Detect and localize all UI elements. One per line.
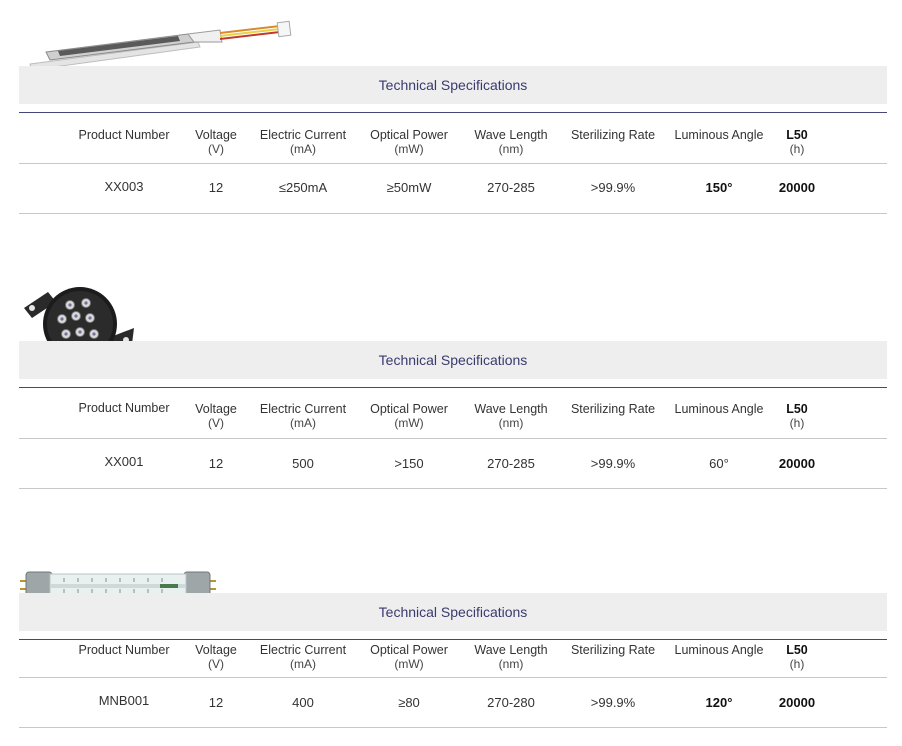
cell-product-number: XX001 (104, 454, 144, 469)
cell-electric-current: 400 (292, 695, 314, 710)
header-optical-power (362, 643, 456, 671)
header-l50-unit: (h) (789, 657, 805, 671)
header-product-number: Product Number (78, 401, 170, 415)
header-product-number: Product Number (78, 128, 170, 142)
header-luminous-angle: Luminous Angle (674, 643, 764, 657)
cell-luminous-angle: 120° (705, 695, 733, 710)
header-current-label: Electric Current (259, 643, 347, 657)
table-header-rule (19, 677, 887, 678)
header-luminous-angle: Luminous Angle (674, 402, 764, 416)
header-wave-unit: (nm) (498, 657, 524, 671)
header-voltage-label: Voltage (195, 128, 237, 142)
header-current-unit: (mA) (290, 657, 316, 671)
cell-l50: 20000 (778, 695, 816, 710)
header-product-number: Product Number (78, 643, 170, 657)
header-voltage-unit: (V) (208, 416, 224, 430)
header-sterilizing-rate: Sterilizing Rate (570, 128, 656, 142)
header-sterilizing-rate: Sterilizing Rate (570, 402, 656, 416)
header-wave-length (466, 643, 556, 671)
header-wave-label: Wave Length (474, 128, 548, 142)
cell-l50: 20000 (778, 456, 816, 471)
cell-product-number: XX003 (104, 179, 144, 194)
spec-title: Technical Specifications (378, 604, 528, 620)
header-wave-label: Wave Length (474, 402, 548, 416)
header-current-label: Electric Current (259, 402, 347, 416)
header-wave-unit: (nm) (498, 142, 524, 156)
cell-sterilizing-rate: >99.9% (590, 695, 636, 710)
cell-product-number: MNB001 (98, 693, 150, 708)
header-voltage-unit: (V) (208, 657, 224, 671)
header-wave-label: Wave Length (474, 643, 548, 657)
header-l50-unit: (h) (789, 142, 805, 156)
header-voltage (186, 643, 246, 671)
header-l50-label: L50 (786, 128, 808, 142)
spec-title: Technical Specifications (378, 352, 528, 368)
header-voltage-label: Voltage (195, 402, 237, 416)
header-luminous-angle: Luminous Angle (674, 128, 764, 142)
cell-optical-power: >150 (394, 456, 424, 471)
header-l50-unit: (h) (789, 416, 805, 430)
cell-luminous-angle: 150° (705, 180, 733, 195)
spec-title: Technical Specifications (378, 77, 528, 93)
header-power-unit: (mW) (394, 142, 424, 156)
cell-optical-power: ≥80 (398, 695, 420, 710)
cell-wave-length: 270-285 (487, 456, 535, 471)
header-power-unit: (mW) (394, 416, 424, 430)
cell-wave-length: 270-280 (487, 695, 535, 710)
header-power-label: Optical Power (370, 128, 448, 142)
header-l50-label: L50 (786, 643, 808, 657)
header-voltage-label: Voltage (195, 643, 237, 657)
table-bottom-rule (19, 727, 887, 728)
header-power-label: Optical Power (370, 643, 448, 657)
spec-title-bar (19, 593, 887, 631)
cell-optical-power: ≥50mW (386, 180, 432, 195)
header-voltage-unit: (V) (208, 142, 224, 156)
table-top-rule (19, 639, 887, 640)
header-current-label: Electric Current (259, 128, 347, 142)
header-power-label: Optical Power (370, 402, 448, 416)
header-wave-unit: (nm) (498, 416, 524, 430)
header-current-unit: (mA) (290, 416, 316, 430)
header-l50 (772, 643, 822, 671)
cell-wave-length: 270-285 (487, 180, 535, 195)
cell-sterilizing-rate: >99.9% (590, 180, 636, 195)
header-electric-current (253, 643, 353, 671)
cell-l50: 20000 (778, 180, 816, 195)
header-sterilizing-rate: Sterilizing Rate (570, 643, 656, 657)
cell-sterilizing-rate: >99.9% (590, 456, 636, 471)
cell-luminous-angle: 60° (709, 456, 729, 471)
header-l50-label: L50 (786, 402, 808, 416)
cell-electric-current: ≤250mA (278, 180, 328, 195)
header-current-unit: (mA) (290, 142, 316, 156)
cell-electric-current: 500 (292, 456, 314, 471)
cell-voltage: 12 (208, 695, 224, 710)
cell-voltage: 12 (208, 456, 224, 471)
header-power-unit: (mW) (394, 657, 424, 671)
cell-voltage: 12 (208, 180, 224, 195)
